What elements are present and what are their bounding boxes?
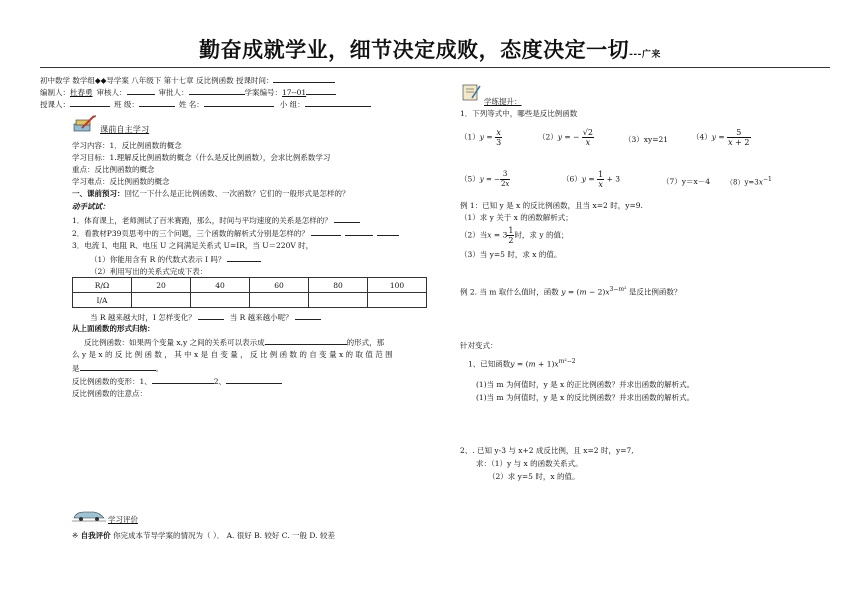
example-1-part-2: （2）当x = 3 $\frac{1}{2}$ 时，求 y 的值； xyxy=(460,226,569,245)
deformation: 反比例函数的变形：1、 2、 xyxy=(72,375,282,387)
option-1: （1）y = $\frac{x}{3}$ xyxy=(460,128,502,147)
question-3: 3．电流 I、电阻 R、电压 U 之间满足关系式 U=IR，当 U＝220V 时， xyxy=(72,241,314,250)
resistance-table xyxy=(72,277,427,308)
example-1-part-1: （1）求 y 关于 x 的函数解析式； xyxy=(460,213,573,222)
info-line-1: 初中数学 数学组◆◆导学案 八年级下 第十七章 反比例函数 授课时间： xyxy=(40,74,335,86)
section-practice-title: 学练提升： xyxy=(484,97,522,106)
notebook-icon xyxy=(460,82,482,106)
info-line-2: 编制人：杜春勇 审核人： 审批人： 学案编号：17--01 xyxy=(40,86,336,98)
table-cell xyxy=(368,293,427,308)
notes: 反比例函数的注意点： xyxy=(72,389,147,398)
car-icon xyxy=(72,507,106,526)
page-title xyxy=(0,34,860,64)
variant-2: 2、. 已知 y-3 与 x+2 成反比例，且 x=2 时，y=7, xyxy=(460,446,634,455)
summary-label: 从上面函数的形式归纳： xyxy=(72,324,155,333)
example-1: 例 1：已知 y 是 x 的反比例函数，且当 x=2 时，y=9. xyxy=(460,201,643,210)
table-cell: 20 xyxy=(132,278,191,293)
question-3-2: （2）利用写出的关系式完成下表： xyxy=(90,267,208,276)
option-6: （6）y = $\frac{1}{x}$ + 3 xyxy=(562,170,621,189)
motto-author: ---广来 xyxy=(629,50,661,60)
option-5: （5）y = − $\frac{3}{2x}$ xyxy=(460,170,510,188)
learning-goal: 学习目标：1.理解反比例函数的概念（什么是反比例函数），会求比例系数学习 xyxy=(72,153,331,162)
title-divider xyxy=(40,67,830,68)
preview: 一、课前预习：回忆一下什么是正比例函数、一次函数？它们的一般形式是怎样的？ xyxy=(72,189,350,198)
example-1-part-3: （3）当 y=5 时，求 x 的值。 xyxy=(460,250,562,259)
table-cell: 100 xyxy=(368,278,427,293)
practice-question-1: 1．下列等式中，哪些是反比例函数 xyxy=(460,109,578,118)
section-self-study-title: 课前自主学习 xyxy=(100,124,150,134)
key-point: 重点：反比例函数的概念 xyxy=(72,165,155,174)
table-cell xyxy=(309,293,368,308)
option-7: （7）y＝x－4 xyxy=(662,177,711,186)
summary-line-2: 么 y 是 x 的 反 比 例 函 数 ， 其 中 x 是 自 变 量 ， 反 比 例 函 数 的 自 变 量 x 的 取 值 范 围 xyxy=(72,350,393,359)
variant-2-part-1: 求：（1）y 与 x 的函数关系式。 xyxy=(476,459,583,468)
self-evaluation: ※ 自我评价 你完成本节导学案的情况为（ ）． A. 很好 B. 较好 C. 一般 D. 较差 xyxy=(72,531,335,540)
difficult-point: 学习难点：反比例函数的概念 xyxy=(72,177,170,186)
summary-line-1: 反比例函数：如果两个变量 x,y 之间的关系可以表示成 的形式，那 xyxy=(84,338,385,347)
example-2: 例 2. 当 m 取什么值时，函数 $y = (m - 2)x^{3-m^2}$ 是反比例函数？ xyxy=(460,286,682,297)
try-label: 动手试试： xyxy=(72,202,110,211)
option-8: $(8)y=3x^{-1}$ xyxy=(726,176,772,187)
table-cell xyxy=(250,293,309,308)
variant-1: 1、已知函数$y = (m + 1)x^{m^2-2}$ xyxy=(468,358,576,369)
evaluation-title: 学习评价 xyxy=(108,515,138,524)
table-cell: 40 xyxy=(191,278,250,293)
question-2: 2．看教材P39页思考中的三个问题，三个函数的解析式分别是怎样的？ xyxy=(72,227,399,239)
table-cell: R/Ω xyxy=(73,278,132,293)
table-row xyxy=(73,278,427,293)
option-2: （2）y = − $\frac{√2}{x}$ xyxy=(538,128,593,147)
option-3: （3）xy=21 xyxy=(624,135,669,144)
learning-content: 学习内容：1．反比例函数的概念 xyxy=(72,141,182,150)
variant-label: 针对变式： xyxy=(460,341,498,350)
info-line-3: 授课人： 班 级： 姓 名： 小 组： xyxy=(40,98,371,110)
table-row xyxy=(73,293,427,308)
table-cell: I/A xyxy=(73,293,132,308)
after-table-question: 当 R 越来越大时，I 怎样变化？ 当 R 越来越小呢？ xyxy=(90,311,321,323)
table-cell xyxy=(132,293,191,308)
question-1: 1．体育课上，老师测试了百米赛跑，那么，时间与平均速度的关系是怎样的？ xyxy=(72,214,360,226)
motto: 勤奋成就学业，细节决定成败，态度决定一切 xyxy=(199,38,630,62)
table-cell xyxy=(191,293,250,308)
summary-line-3: 是 。 xyxy=(72,364,163,373)
variant-2-part-2: （2）求 y=5 时，x 的值。 xyxy=(488,472,580,481)
variant-1-part-1: (1)当 m 为何值时，y 是 x 的正比例函数？并求出函数的解析式。 xyxy=(476,380,695,389)
pencil-books-icon xyxy=(72,114,98,138)
question-3-1: （1）你能用含有 R 的代数式表示 I 吗？ xyxy=(90,253,261,265)
table-cell: 60 xyxy=(250,278,309,293)
table-cell: 80 xyxy=(309,278,368,293)
variant-1-part-2: (1)当 m 为何值时，y 是 x 的反比例函数？并求出函数的解析式。 xyxy=(476,393,695,402)
option-4: （4）y = $\frac{5}{x + 2}$ xyxy=(692,128,750,147)
